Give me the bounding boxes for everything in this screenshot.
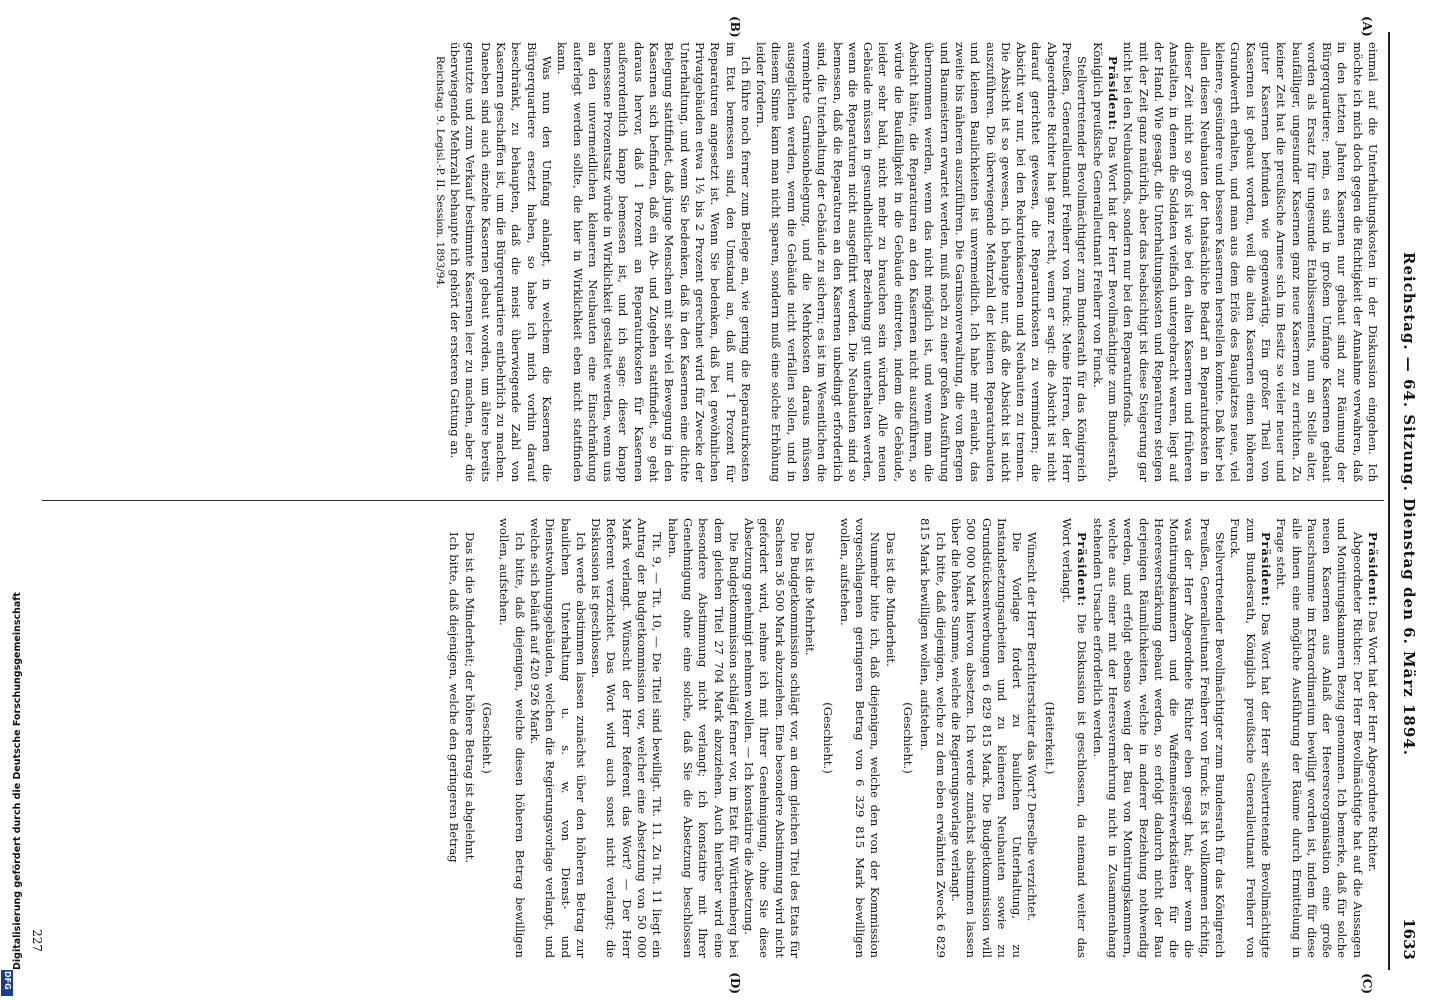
- paragraph: [1059, 518, 1090, 958]
- paragraph: [527, 518, 588, 958]
- paragraph: [1273, 518, 1365, 958]
- paragraph-text: (Geschieht.): [901, 702, 916, 774]
- paragraph: [664, 518, 740, 958]
- header-title: Reichstag. — 64. Sitzung. Dienstag den 6. März 1894.: [1400, 252, 1418, 756]
- paragraph-text: Reichstag. 9. Legisl.-P. II. Session. 1893/94.: [433, 56, 446, 289]
- paragraph: [1227, 518, 1273, 958]
- paragraph-text: (Heiterkeit.): [1042, 701, 1057, 775]
- paragraph-text: Das ist die Minderheit.: [883, 532, 898, 667]
- paragraph-text: Ich werde abstimmen lassen zunächst über den höheren Betrag zur baulichen Unterhaltung u. s. w. von Dienst- und Dienstwohnungsgebäuden, welchen die Regierungsvorlage verlangt, und welche sich beläuft auf 420 926 Mark.: [527, 518, 588, 958]
- left-text-column: [55, 42, 1380, 482]
- paragraph-text: Die Vorlage fordert zu baulichen Unterhaltung, zu Instandsetzungsarbeiten und zu kleineren Neubauten sowie zu Grundstücksentwerbungen 6 829 815 Mark. Die Budgetkommission will 500 000 Mark hiervon absetzen. Ich werde zunächst abstimmen lassen über die höhere Summe, welche die Regierungsvorlage verlangt.: [948, 518, 1025, 958]
- paragraph-text: Das ist die Mehrheit.: [803, 532, 818, 656]
- paragraph-text: Ich führe noch ferner zum Belege an, wie gering die Reparaturkosten im Etat bemessen sind, den Umstand an, daß nur 1 Prozent für Reparaturen angesetzt ist. Wenn Sie bedenken, daß bei gewöhnlichen Privatgebäuden etwa 1½ bis 2 Prozent gerechnet wird für Zwecke der Unterhaltung, und wenn Sie bedenken, daß in den Kasernen eine dichte Belegung stattfindet, daß junge Menschen mit sehr viel Bewegung in den Kasernen sich befinden, daß ein Ab- und Zugehen stattfindet, so geht daraus hervor, daß 1 Prozent an Reparaturkosten für Kasernen außerordentlich knapp bemessen ist, und ich sage: dieser knapp bemessene Prozentsatz würde in Wirklichkeit gestaltet werden, wenn uns an den unvermeidlichen kleineren Neubauten eine Einschränkung auferlegt werden sollte, die hier in Wirklichkeit eben nicht stattfinden kann.: [555, 42, 753, 482]
- paragraph-text: (Geschieht.): [480, 702, 495, 774]
- footer-page-number: 227: [30, 929, 44, 952]
- paragraph: [753, 42, 1090, 482]
- speaker-label: Präsident:: [1366, 532, 1380, 607]
- paragraph: [802, 518, 817, 958]
- speaker-label: Präsident:: [1258, 532, 1273, 607]
- margin-letter-d: (D): [728, 972, 742, 994]
- paragraph-text: Abgeordneter Richter: Der Herr Bevollmächtigte hat auf die Aussagen und Montirungskammern Bezug genommen. Ich bemerke, daß für solche neuen Kasernen aus Anlaß der Heeresreorganisation eine große Pauschsumme im Extraordinarium bewilligt worden ist, indem für diese alle ihnen eine mögliche Ausführung der Räume durch Ermittelung in Frage steht.: [1274, 518, 1365, 958]
- paragraph: [1120, 42, 1380, 482]
- paragraph: [1089, 518, 1227, 958]
- digitization-note: [0, 592, 23, 1000]
- dfg-logo-text: DFG: [3, 971, 12, 990]
- column-divider: [42, 500, 1384, 501]
- paragraph: [432, 42, 447, 482]
- paragraph: [741, 518, 802, 958]
- paragraph-text: Was nun den Umfang anlangt, in welchem die Kasernen die Bürgerquartiere ersetzt haben, so habe ich mich vorhin darauf beschränkt, zu behaupten, daß die meist überwiegende Zahl von Kasernen geschaffen ist, um die Bürgerquartiere entbehrlich zu machen. Daneben sind auch einzelne Kasernen gebaut worden, um ältere bereits genutzte und zum Verkauf bestimmte Kasernen leer zu machen, aber die überwiegende Mehrzahl behaupte ich gehört der ersteren Gattung an.: [448, 42, 554, 482]
- paragraph-text: Das Wort hat der Herr Abgeordnete Richter.: [1366, 606, 1380, 872]
- paragraph: [917, 518, 948, 958]
- paragraph: [447, 42, 554, 482]
- margin-letter-a: (A): [1360, 16, 1374, 37]
- paragraph-text: Ich bitte, daß diejenigen, welche den geringeren Betrag: [447, 532, 462, 863]
- speaker-label: Präsident:: [1075, 532, 1090, 607]
- paragraph-text: (Geschieht.): [820, 702, 835, 774]
- paragraph-text: Stellvertretender Bevollmächtigter zum Bundesrath für das Königreich Preußen, Generalleutnant Freiherr von Funck: Es ist vollkommen richtig, was der Herr Abgeordnete Richter eben gesagt hat; aber wenn die Montirungskammern und die Waffenmeisterwerkstätten für die Heeresverstärkung gebaut werden, so erfolgt dadurch nicht der Bau derjenigen Räumlichkeiten, welche in anderer Beziehung nothwendig werden, und erfolgt ebenso wenig der Bau von Montirungskammern, welche aus einer mit der Heeresvermehrung nicht in Zusammenhang stehenden Ursache erforderlich werden.: [1090, 518, 1228, 958]
- speaker-label: Präsident:: [1105, 56, 1120, 131]
- digitization-text: Digitalisierung gefördert durch die Deutsche Forschungsgemeinschaft: [12, 592, 23, 970]
- margin-letter-b: (B): [728, 16, 742, 38]
- paragraph: [837, 518, 883, 958]
- right-text-column: [55, 518, 1380, 958]
- paragraph-text: Die Budgetkommission schlägt ferner vor, im Etat für Württemberg bei dem gleichen Titel 27 704 Mark abzuziehen. Auch hierüber wird eine besondere Abstimmung nicht verlangt; ich konstatire mit Ihrer Genehmigung ohne eine solche, daß Sie die Absetzung beschlossen haben.: [665, 518, 741, 958]
- page-header: [1394, 48, 1418, 960]
- paragraph: [461, 518, 476, 958]
- paragraph: [479, 518, 494, 958]
- paragraph: [819, 518, 834, 958]
- paragraph-text: Ich bitte, daß diejenigen, welche zu dem eben erwähnten Zweck 6 829 815 Mark bewilligen wollen, aufstehen.: [918, 518, 948, 958]
- paragraph: [1041, 518, 1056, 958]
- paragraph: [1089, 42, 1120, 482]
- paragraph-text: Die Diskussion ist geschlossen, da niemand weiter das Wort verlangt.: [1060, 518, 1090, 958]
- paragraph: [1365, 518, 1380, 958]
- paragraph-text: Das Wort hat der Herr stellvertretende Bevollmächtigte zum Bundesrath, Königlich preußische Generalleutnant Freiherr von Funck.: [1228, 518, 1273, 958]
- paragraph: [900, 518, 915, 958]
- paragraph: [948, 518, 1024, 958]
- paragraph: [554, 42, 753, 482]
- paragraph-text: Nunmehr bitte ich, daß diejenigen, welche den von der Kommission vorgeschlagenen geringeren Betrag von 6 329 815 Mark bewilligen wollen, aufstehen.: [837, 518, 883, 958]
- paragraph-text: Das Wort hat der Herr Bevollmächtigte zum Bundesrath, Königlich preußische Generalleutnant Freiherr von Funck.: [1090, 42, 1120, 482]
- paragraph: [588, 518, 664, 958]
- paragraph-text: Tit. 9, — Tit. 10, — Die Titel sind bewilligt. Tit. 11. Zu Tit. 11 liegt ein Antrag der Budgetkommission vor, welcher eine Absetzung von 50 000 Mark verlangt. Wünscht der Herr Referent das Wort? — Der Herr Referent verzichtet. Das Wort wird auch sonst nicht verlangt; die Diskussion ist geschlossen.: [589, 518, 665, 958]
- dfg-logo-icon: [1, 970, 13, 996]
- paragraph-text: Das ist die Minderheit; der höhere Betrag ist abgelehnt.: [462, 532, 477, 864]
- paragraph-text: Ich bitte, daß diejenigen, welche diesen höheren Betrag bewilligen wollen, aufstehen.: [497, 518, 527, 958]
- header-page-number: 1633: [1400, 918, 1418, 960]
- paragraph: [1024, 518, 1039, 958]
- paragraph-text: Wünscht der Herr Berichterstatter das Wort? Derselbe verzichtet.: [1025, 532, 1040, 922]
- paragraph: [496, 518, 527, 958]
- paragraph-text: Die Budgetkommission schlägt vor, an dem gleichen Titel des Etats für Sachsen 36 500 Mark abzuziehen. Eine besondere Abstimmung wird nicht gefordert wird, nehme ich mit Ihrer Genehmigung, ohne Sie diese Absetzung genehmigt nehmen wollen. — Ich konstatire die Absetzung.: [742, 518, 803, 958]
- paragraph-text: Stellvertretender Bevollmächtigter zum Bundesrath für das Königreich Preußen, Generalleutnant Freiherr von Funck: Meine Herren, der Herr Abgeordnete Richter hat ganz recht, wenn er sagt: die Absicht ist nicht darauf gerichtet gewesen, die Reparaturkosten zu vermindern; die Absicht war nur, bei den Rekrutenkasernen und Neubauten zu trennen. Die Absicht ist so gewesen, ich behaupte nur, daß die Absicht ist nicht auszuführen. Die überwiegende Mehrzahl der kleinen Reparaturbauten und kleinen Baulichkeiten ist unvermeidlich. Ich habe mir erlaubt, das zweite bis näheren auszuführen. Die Garnisonverwaltung, die von Bergen und Baumeistern erwartet werden, muß noch zu einer großen Ausführung übernommen werden, wenn das nicht möglich ist, und wenn man die Absicht hätte, die Reparaturen an den Kasernen nicht auszuführen, so würde die Baufälligkeit in die Gebäude eintreten, indem die Gebäude, leider sehr bald, nicht mehr zu brauchen sein würden. Alle neuen Gebäude müssen in gesundheitlicher Beziehung gut unterhalten werden, wenn die Reparaturen nicht ausgeführt werden. Die Neubauten sind so bemessen, daß die Reparaturen an den Kasernen unbedingt erforderlich sind, die Unterhaltung der Gebäude zu sichern; es ist im Wesentlichen die vermehrte Garnisonbelegung, und die Mehrkosten daraus müssen ausgeglichen werden, wenn die Gebäude nicht verfallen sollen, und in diesem Sinne kann man nicht sparen, sondern muß eine solche Erhöhung leider fordern.: [754, 42, 1090, 482]
- margin-letter-c: (C): [1360, 973, 1374, 994]
- paragraph: [446, 518, 461, 958]
- paragraph: [883, 518, 898, 958]
- paragraph-text: einmal auf die Unterhaltungskosten in der Diskussion eingehen. Ich möchte ich mich doch gegen die Richtigkeit der Annahme verwahren, daß in den letzten Jahren Kasernen nur gebaut sind zur Räumung der Bürgerquartiere; nein, es sind in großem Umfange Kasernen gebaut worden als Ersatz für ungesunde Etablissements, nun an Stelle alter, baufälliger, ungesunder Kasernen ganz neue Kasernen zu errichten. Zu keiner Zeit hat die preußische Armee sich im Besitz so vieler neuer und guter Kasernen befunden wie gegenwärtig. Ein großer Theil von Kasernen ist gebaut worden, weil die alten Kasernen einen höheren Grundwerth erhalten, und man aus dem Erlös des Bauplatzes neue, viel kleinere, gesündere und bessere Kasernen herstellen konnte. Daß hier bei allen diesen Neubauten der thatsächliche Bedarf an Reparaturkosten in dieser Zeit nicht so groß ist wie bei den alten Kasernen und früheren Anstalten, in denen die Soldaten vielfach untergebracht waren, liegt auf der Hand. Wie gesagt, die Unterhaltungskosten und Reparaturen steigen mit der Zeit ganz natürlich, aber das beabsichtigt ist diese Steigerung gar nicht bei den Neubaufonds, sondern nur bei den Reparaturfonds.: [1121, 42, 1380, 482]
- header-rule: [1388, 32, 1390, 970]
